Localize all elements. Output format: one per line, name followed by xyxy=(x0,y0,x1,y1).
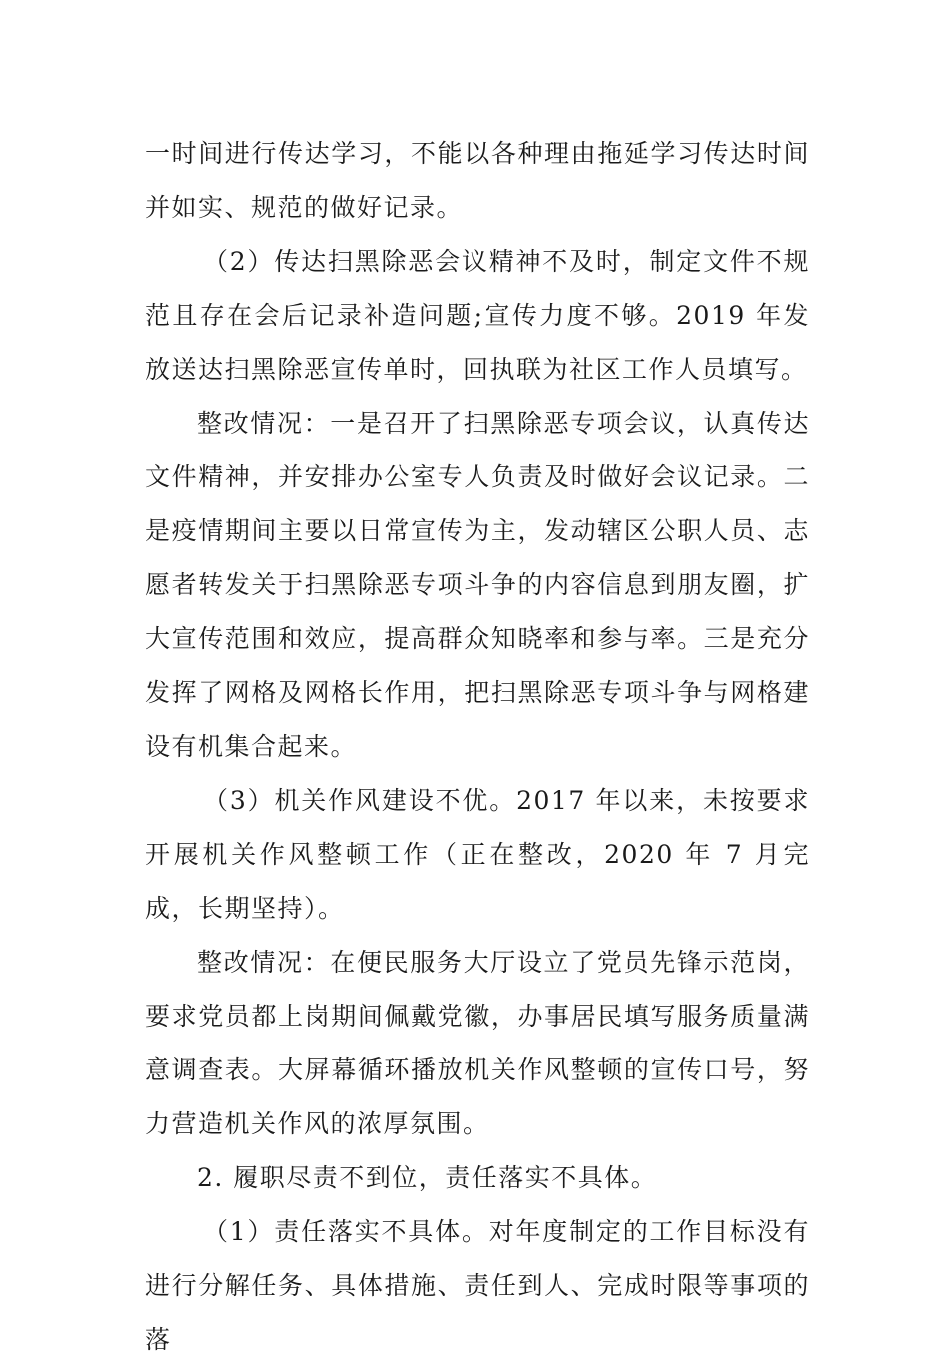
paragraph-item-2: （2）传达扫黑除恶会议精神不及时，制定文件不规范且存在会后记录补造问题;宣传力度不够。2019 年发放送达扫黑除恶宣传单时，回执联为社区工作人员填写。 xyxy=(145,246,810,384)
section-heading-2: 2. 履职尽责不到位，责任落实不具体。 xyxy=(197,1163,658,1193)
paragraph-rectification-1: 整改情况：一是召开了扫黑除恶专项会议，认真传达文件精神，并安排办公室专人负责及时做好会议记录。二是疫情期间主要以日常宣传为主，发动辖区公职人员、志愿者转发关于扫黑除恶专项斗争的内容信息到朋友圈，扩大宣传范围和效应，提高群众知晓率和参与率。三是充分发挥了网格及网格长作用，把扫黑除恶专项斗争与网格建设有机集合起来。 xyxy=(145,408,810,761)
document-body xyxy=(145,127,810,1367)
paragraph-rectification-2: 整改情况：在便民服务大厅设立了党员先锋示范岗，要求党员都上岗期间佩戴党徽，办事居民填写服务质量满意调查表。大屏幕循环播放机关作风整顿的宣传口号，努力营造机关作风的浓厚氛围。 xyxy=(145,947,810,1139)
paragraph-item-3: （3）机关作风建设不优。2017 年以来，未按要求开展机关作风整顿工作（正在整改，2020 年 7 月完成，长期坚持）。 xyxy=(145,785,810,923)
paragraph-continued: 一时间进行传达学习，不能以各种理由拖延学习传达时间并如实、规范的做好记录。 xyxy=(145,139,810,222)
paragraph-item-1: （1）责任落实不具体。对年度制定的工作目标没有进行分解任务、具体措施、责任到人、完成时限等事项的落 xyxy=(145,1217,810,1354)
